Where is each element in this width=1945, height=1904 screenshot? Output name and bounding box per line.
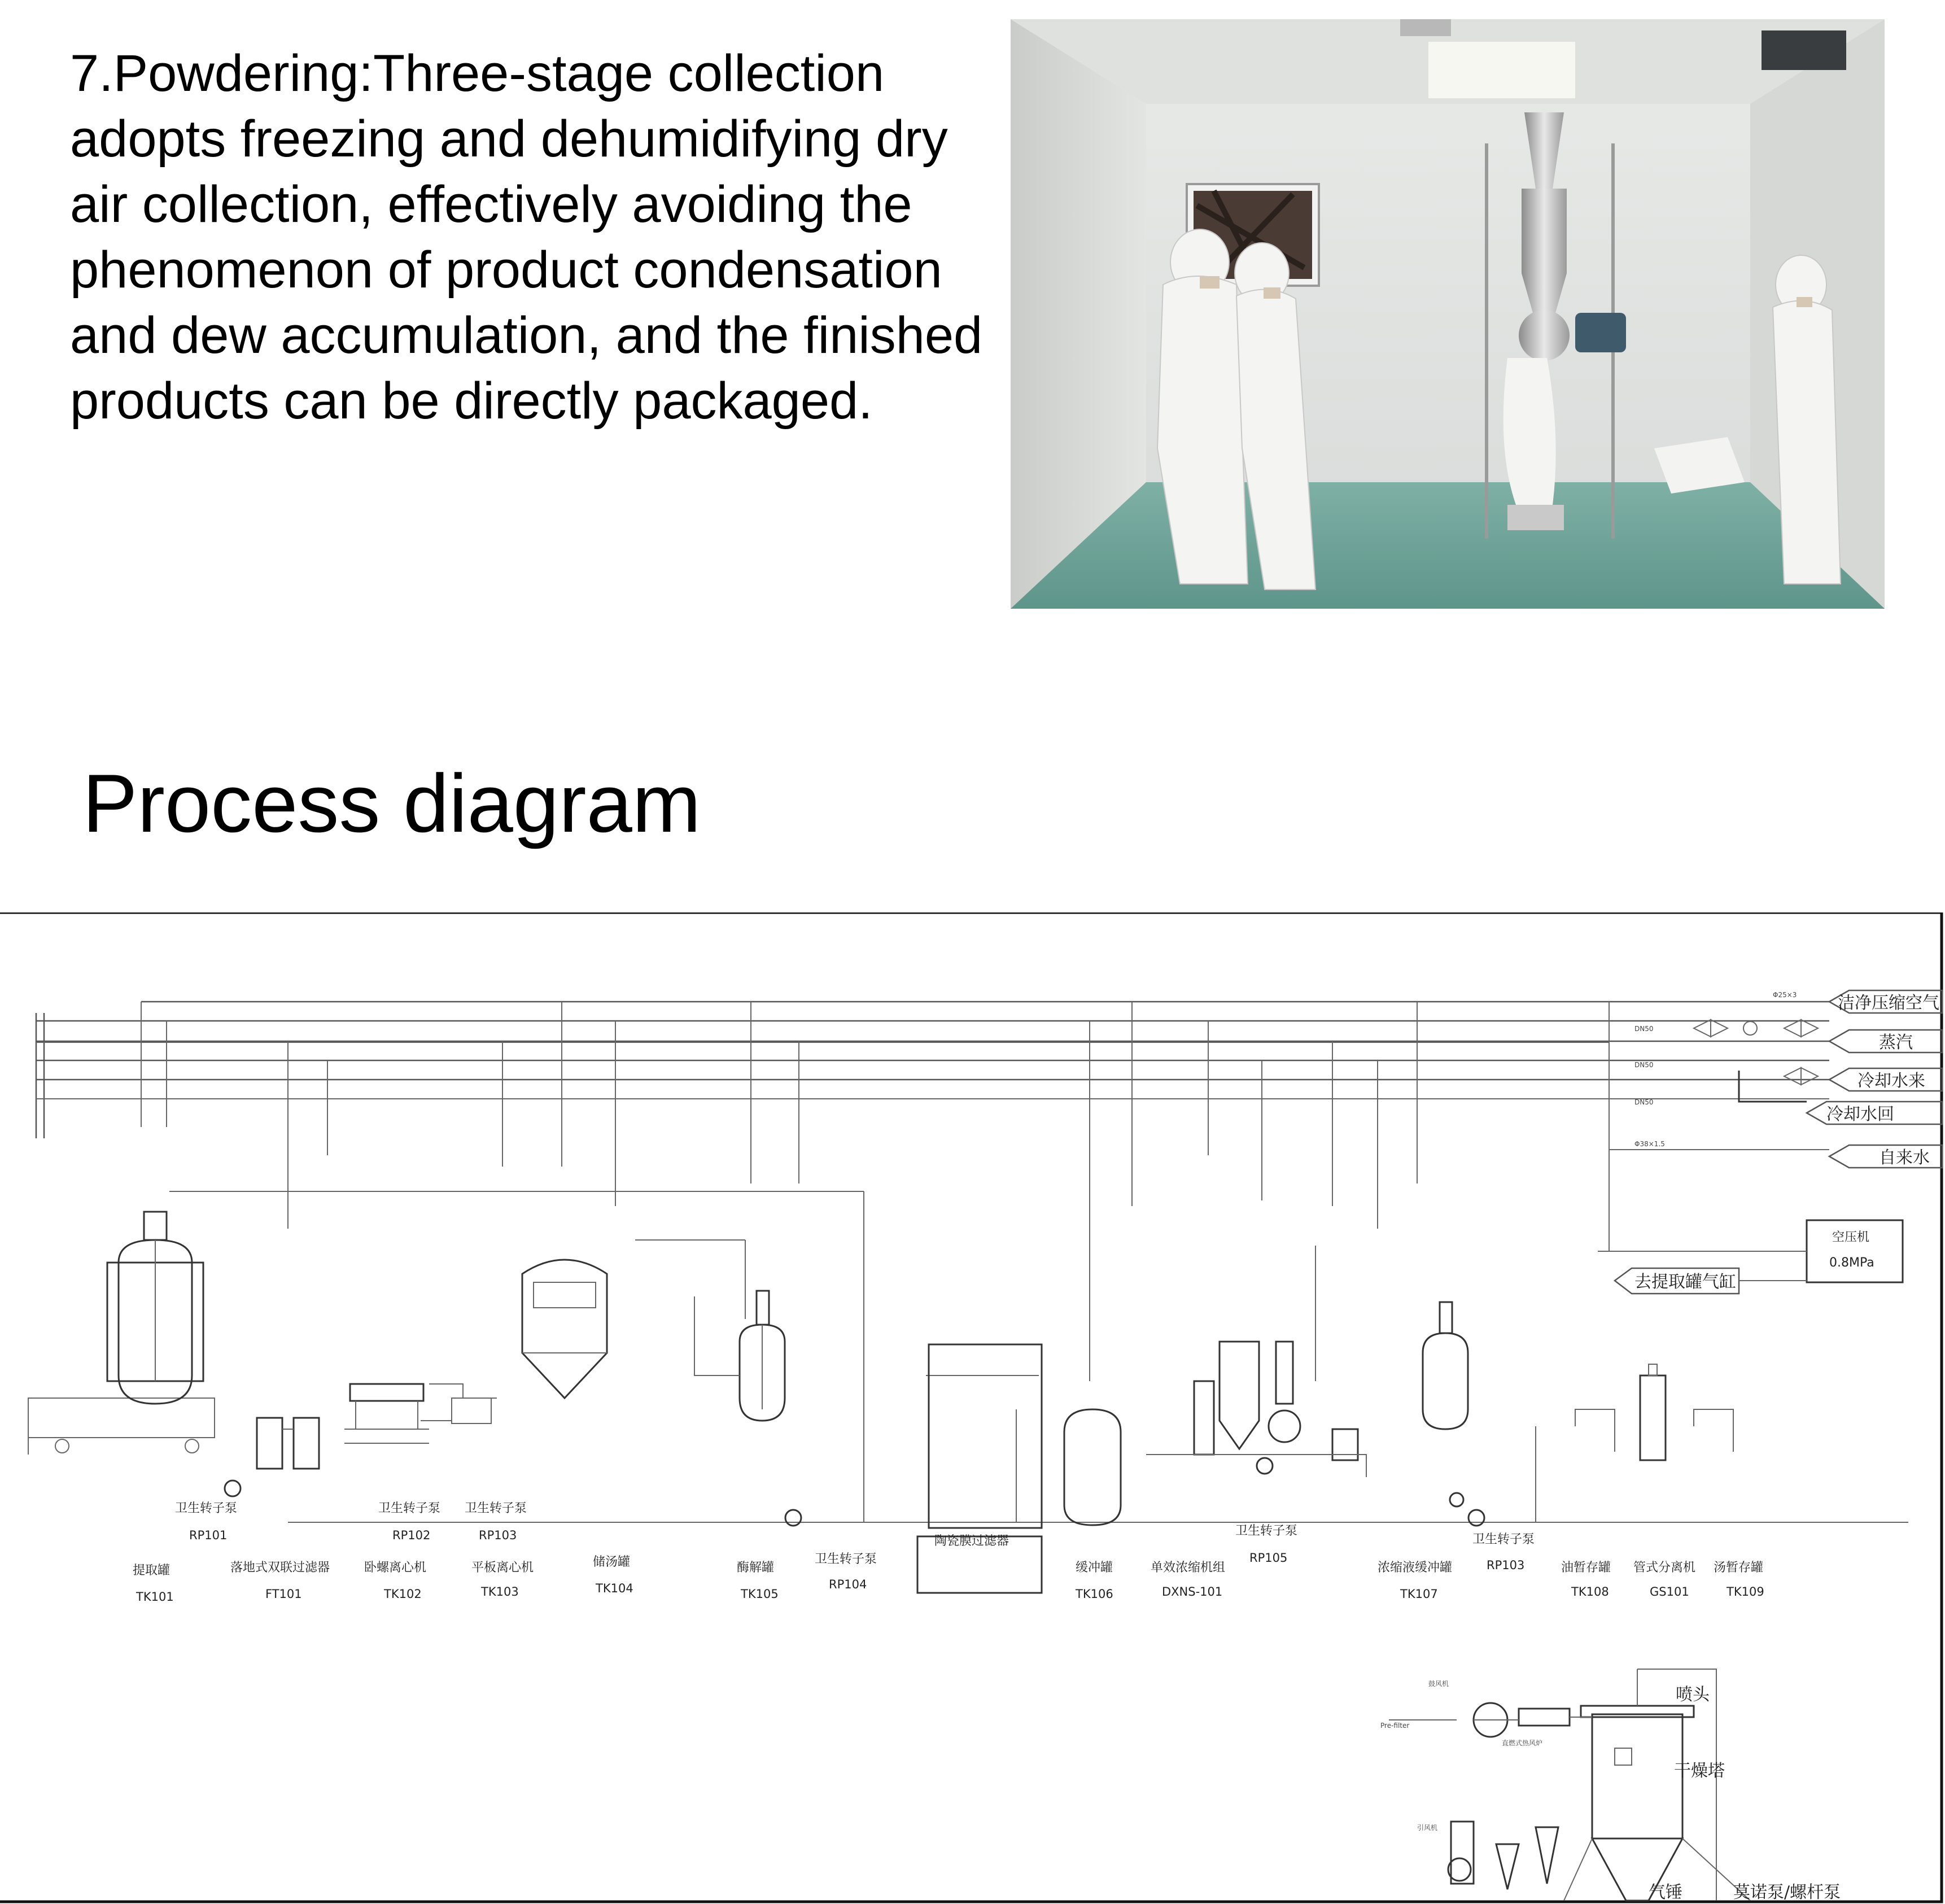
equipment-tag-tk105: TK105 [741, 1587, 779, 1601]
equipment-tag-dxns101: DXNS-101 [1162, 1585, 1223, 1599]
equipment-tag-tk101: TK101 [136, 1590, 174, 1604]
equipment-tag-tk109: TK109 [1727, 1585, 1764, 1599]
pump-name-rp101: 卫生转子泵 [175, 1501, 238, 1516]
equipment-tag-tk102: TK102 [384, 1587, 422, 1601]
equipment-name-tk104: 储汤罐 [593, 1555, 631, 1569]
utility-spec-cooling-supply: DN50 [1634, 1061, 1654, 1069]
cleanroom-photo [1011, 19, 1885, 609]
utility-label-clean-air: 洁净压缩空气 [1838, 993, 1939, 1013]
pump-tag-rp101: RP101 [189, 1529, 228, 1542]
compressor-pressure: 0.8MPa [1829, 1256, 1874, 1270]
dryer-tower-label: 干燥塔 [1674, 1761, 1725, 1781]
process-diagram [0, 912, 1945, 1904]
dryer-prefilter-label: Pre-filter [1380, 1722, 1410, 1730]
utility-label-tap-water: 自来水 [1879, 1148, 1930, 1168]
utility-label-cooling-return: 冷却水回 [1826, 1104, 1894, 1124]
equipment-name-tk103: 平板离心机 [471, 1561, 534, 1575]
description-text: 7.Powdering:Three-stage collection adopts freezing and dehumidifying dry air collection, effectively avoiding the phenomenon of product condensation and dew accumulation, and the finished products can be directly packaged. [70, 45, 983, 430]
air-return-label: 去提取罐气缸 [1634, 1272, 1736, 1292]
pump-name-rp102: 卫生转子泵 [378, 1501, 441, 1516]
utility-spec-clean-air: Φ25×3 [1773, 991, 1797, 999]
equipment-name-tk108: 油暂存罐 [1561, 1561, 1611, 1575]
pump-name-rp103: 卫生转子泵 [465, 1501, 527, 1516]
utility-spec-steam: DN50 [1634, 1025, 1654, 1033]
equipment-tag-tk108: TK108 [1571, 1585, 1609, 1599]
equipment-name-tk102: 卧螺离心机 [364, 1561, 427, 1575]
equipment-name-tk107: 浓缩液缓冲罐 [1378, 1561, 1453, 1575]
equipment-tag-gs101: GS101 [1650, 1585, 1689, 1599]
utility-label-steam: 蒸汽 [1879, 1033, 1913, 1053]
equipment-tag-tk106: TK106 [1076, 1587, 1113, 1601]
pump-name-rp104: 卫生转子泵 [815, 1552, 877, 1566]
dryer-nozzle-label: 喷头 [1676, 1685, 1710, 1705]
equipment-name-ft101: 落地式双联过滤器 [230, 1561, 330, 1575]
pump-tag-rp105: RP105 [1249, 1551, 1288, 1565]
equipment-tag-tk104: TK104 [596, 1582, 633, 1595]
equipment-name-tk109: 汤暂存罐 [1714, 1561, 1764, 1575]
pump-name-rp103b: 卫生转子泵 [1472, 1532, 1535, 1547]
utility-spec-tap-water: Φ38×1.5 [1634, 1140, 1665, 1148]
equipment-name-tk106: 缓冲罐 [1076, 1561, 1113, 1575]
section-title: Process diagram [82, 757, 701, 849]
utility-spec-cooling-return: DN50 [1634, 1098, 1654, 1106]
pump-name-rp105: 卫生转子泵 [1235, 1524, 1298, 1538]
pump-tag-rp103: RP103 [479, 1529, 517, 1542]
dryer-heater-label: 直燃式热风炉 [1502, 1739, 1543, 1747]
equipment-name-gs101: 管式分离机 [1633, 1561, 1696, 1575]
utility-label-cooling-supply: 冷却水来 [1857, 1071, 1925, 1091]
equipment-tag-ft101: FT101 [265, 1587, 302, 1601]
equipment-tag-tk103: TK103 [481, 1585, 519, 1599]
equipment-name-tk105: 酶解罐 [737, 1561, 775, 1575]
equipment-name-tk101: 提取罐 [133, 1564, 171, 1578]
dryer-hammer-label: 气锤 [1649, 1883, 1682, 1902]
pump-tag-rp103b: RP103 [1487, 1558, 1525, 1572]
dryer-induced-fan-label: 引风机 [1417, 1824, 1438, 1832]
compressor-name: 空压机 [1832, 1230, 1870, 1244]
pump-tag-rp104: RP104 [829, 1578, 867, 1591]
equipment-tag-tk107: TK107 [1400, 1587, 1438, 1601]
equipment-name-dxns101: 单效浓缩机组 [1151, 1561, 1226, 1575]
pump-tag-rp102: RP102 [392, 1529, 431, 1542]
equipment-name-ceramic-filter: 陶瓷膜过滤器 [934, 1534, 1009, 1548]
dryer-pump-label: 莫诺泵/螺杆泵 [1733, 1883, 1841, 1902]
dryer-fan-label: 鼓风机 [1428, 1680, 1449, 1688]
